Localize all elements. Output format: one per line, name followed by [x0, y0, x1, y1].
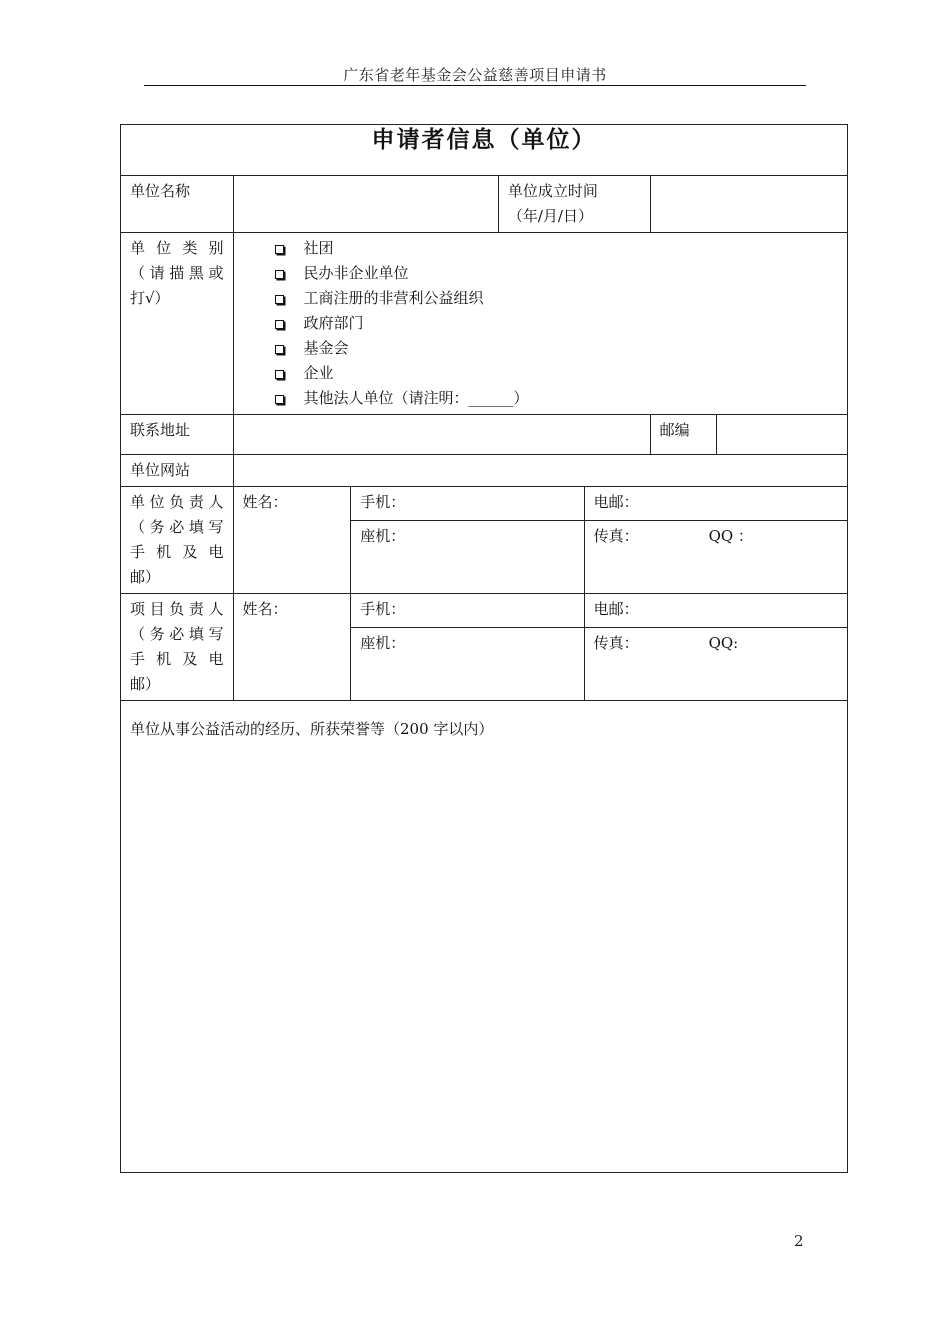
unit-category-label — [121, 233, 234, 415]
address-field[interactable] — [233, 415, 650, 455]
category-option[interactable] — [275, 311, 838, 336]
experience-label: 单位从事公益活动的经历、所获荣誉等（200 字以内） — [130, 720, 494, 738]
page-number: 2 — [794, 1232, 804, 1250]
unit-head-label — [121, 487, 234, 594]
category-option[interactable] — [275, 336, 838, 361]
unit-category-options — [233, 233, 847, 415]
project-head-label-line: 邮） — [130, 675, 161, 693]
email-label: 电邮： — [593, 493, 639, 511]
postcode-field[interactable] — [716, 415, 847, 455]
category-option-label: 政府部门 — [303, 314, 364, 332]
applicant-info-table — [120, 124, 848, 1173]
project-head-fax-qq-field[interactable] — [584, 628, 847, 701]
category-option-label: 其他法人单位（请注明：______） — [303, 389, 529, 407]
unit-head-label-line: （务必填写 — [130, 518, 224, 536]
category-option[interactable] — [275, 361, 838, 386]
document-header-title: 广东省老年基金会公益慈善项目申请书 — [343, 66, 607, 84]
website-label: 单位网站 — [121, 455, 234, 487]
founding-date-label-text: 单位成立时间 — [507, 182, 598, 200]
unit-head-label-line: 手 机 及 电 — [130, 543, 224, 561]
unit-head-email-field[interactable] — [584, 487, 847, 521]
unit-head-landline-field[interactable] — [351, 521, 584, 594]
unit-head-label-line: 邮） — [130, 568, 161, 586]
website-field[interactable] — [233, 455, 847, 487]
checkbox-icon[interactable] — [275, 395, 284, 404]
unit-head-label-line: 单位负责人 — [130, 493, 224, 511]
category-option[interactable] — [275, 386, 838, 411]
unit-category-label-line: 打√） — [130, 289, 170, 307]
project-head-landline-field[interactable] — [351, 628, 584, 701]
project-head-email-field[interactable] — [584, 594, 847, 628]
project-head-mobile-field[interactable] — [351, 594, 584, 628]
name-label: 姓名： — [242, 600, 288, 618]
checkbox-icon[interactable] — [275, 370, 284, 379]
checkbox-icon[interactable] — [275, 245, 284, 254]
checkbox-icon[interactable] — [275, 345, 284, 354]
category-option[interactable] — [275, 261, 838, 286]
unit-category-label-line: 单 位 类 别 — [130, 239, 224, 257]
category-option[interactable] — [275, 286, 838, 311]
unit-category-label-line: （请描黑或 — [130, 264, 224, 282]
category-option-label: 工商注册的非营利公益组织 — [303, 289, 484, 307]
qq-label: QQ ： — [708, 527, 753, 546]
email-label: 电邮： — [593, 600, 639, 618]
landline-label: 座机： — [360, 527, 406, 546]
unit-name-label: 单位名称 — [121, 176, 234, 233]
category-option-label: 社团 — [303, 239, 334, 257]
founding-date-field[interactable] — [650, 176, 847, 233]
founding-date-label — [498, 176, 650, 233]
checkbox-icon[interactable] — [275, 295, 284, 304]
checkbox-icon[interactable] — [275, 320, 284, 329]
unit-head-name-field[interactable] — [233, 487, 351, 594]
category-option-label: 企业 — [303, 364, 334, 382]
fax-label: 传真： — [593, 527, 639, 546]
qq-label: QQ: — [708, 634, 739, 653]
form-title: 申请者信息（单位） — [121, 125, 848, 176]
name-label: 姓名： — [242, 493, 288, 511]
address-label: 联系地址 — [121, 415, 234, 455]
landline-label: 座机： — [360, 634, 406, 653]
project-head-name-field[interactable] — [233, 594, 351, 701]
project-head-label-line: （务必填写 — [130, 625, 224, 643]
checkbox-icon[interactable] — [275, 270, 284, 279]
header-divider — [144, 85, 806, 86]
mobile-label: 手机： — [360, 600, 406, 618]
unit-head-mobile-field[interactable] — [351, 487, 584, 521]
founding-date-format: （年/月/日） — [507, 207, 593, 225]
project-head-label — [121, 594, 234, 701]
fax-label: 传真： — [593, 634, 639, 653]
postcode-label: 邮编 — [650, 415, 716, 455]
category-option-label: 民办非企业单位 — [303, 264, 409, 282]
project-head-label-line: 手 机 及 电 — [130, 650, 224, 668]
category-option[interactable] — [275, 236, 838, 261]
experience-field[interactable] — [121, 701, 848, 1173]
unit-head-fax-qq-field[interactable] — [584, 521, 847, 594]
project-head-label-line: 项目负责人 — [130, 600, 224, 618]
mobile-label: 手机： — [360, 493, 406, 511]
unit-name-field[interactable] — [233, 176, 498, 233]
category-option-label: 基金会 — [303, 339, 349, 357]
